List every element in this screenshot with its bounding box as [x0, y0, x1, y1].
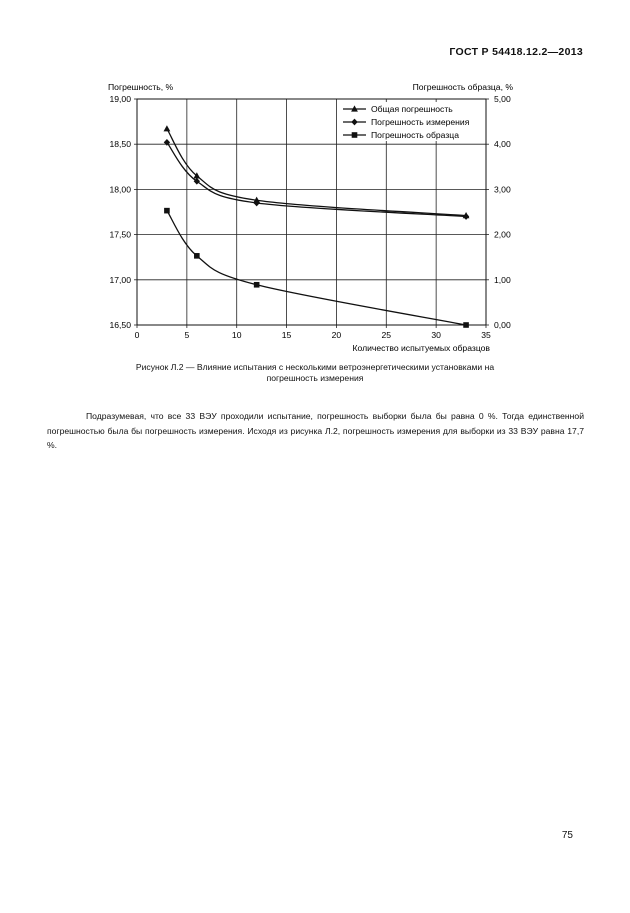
x-tick-label: 30 — [431, 330, 441, 340]
data-point-3 — [254, 282, 260, 288]
data-point-3 — [463, 322, 469, 328]
chart-series — [164, 125, 470, 328]
y-axis-left-label: Погрешность, % — [108, 82, 174, 92]
document-header-id: ГОСТ Р 54418.12.2—2013 — [449, 46, 583, 58]
caption-line-2: погрешность измерения — [266, 373, 364, 383]
y-right-tick-label: 3,00 — [494, 184, 511, 195]
line-chart — [0, 0, 630, 360]
data-point-1 — [164, 125, 171, 131]
y-right-tick-label: 2,00 — [494, 229, 511, 240]
y-left-tick-label: 18,50 — [109, 139, 131, 150]
data-point-3 — [164, 208, 170, 214]
series-line-1 — [167, 129, 466, 216]
y-right-tick-label: 1,00 — [494, 274, 511, 285]
body-paragraph: Подразумевая, что все 33 ВЭУ проходили испытание, погрешность выборки была бы равна 0 %. Тогда единственной погрешностью была бы погрешность измерения. Исходя из рисунка Л.2, погрешность измерения для выборки из 33 ВЭУ равна 17,7 %. — [47, 411, 584, 450]
y-left-tick-label: 17,50 — [109, 229, 131, 240]
caption-line-1: Рисунок Л.2 — Влияние испытания с несколькими ветроэнергетическими установками на — [135, 362, 495, 372]
legend-marker — [352, 132, 358, 138]
legend-label: Погрешность образца — [371, 130, 459, 140]
x-tick-label: 5 — [184, 330, 190, 340]
page-number: 75 — [561, 830, 573, 841]
y-axis-right-label: Погрешность образца, % — [412, 82, 513, 92]
x-tick-label: 10 — [231, 330, 242, 340]
data-point-3 — [194, 253, 200, 259]
figure-caption — [95, 362, 535, 384]
x-tick-label: 25 — [381, 330, 392, 340]
y-right-tick-label: 0,00 — [494, 320, 511, 330]
x-tick-label: 15 — [281, 330, 292, 340]
x-tick-label: 0 — [134, 330, 140, 340]
y-right-tick-label: 4,00 — [494, 139, 511, 150]
x-tick-label: 20 — [331, 330, 342, 340]
y-left-tick-label: 17,00 — [109, 274, 131, 285]
legend-label: Погрешность измерения — [371, 117, 470, 127]
y-left-tick-label: 16,50 — [109, 320, 131, 330]
y-right-tick-label: 5,00 — [494, 94, 511, 104]
x-tick-label: 35 — [481, 330, 491, 340]
y-left-tick-label: 18,00 — [109, 184, 131, 195]
x-axis-label: Количество испытуемых образцов — [352, 343, 490, 353]
chart-legend — [339, 102, 480, 141]
data-point-2 — [463, 213, 469, 220]
series-line-3 — [167, 211, 466, 325]
legend-label: Общая погрешность — [371, 104, 453, 114]
y-left-tick-label: 19,00 — [109, 94, 131, 104]
